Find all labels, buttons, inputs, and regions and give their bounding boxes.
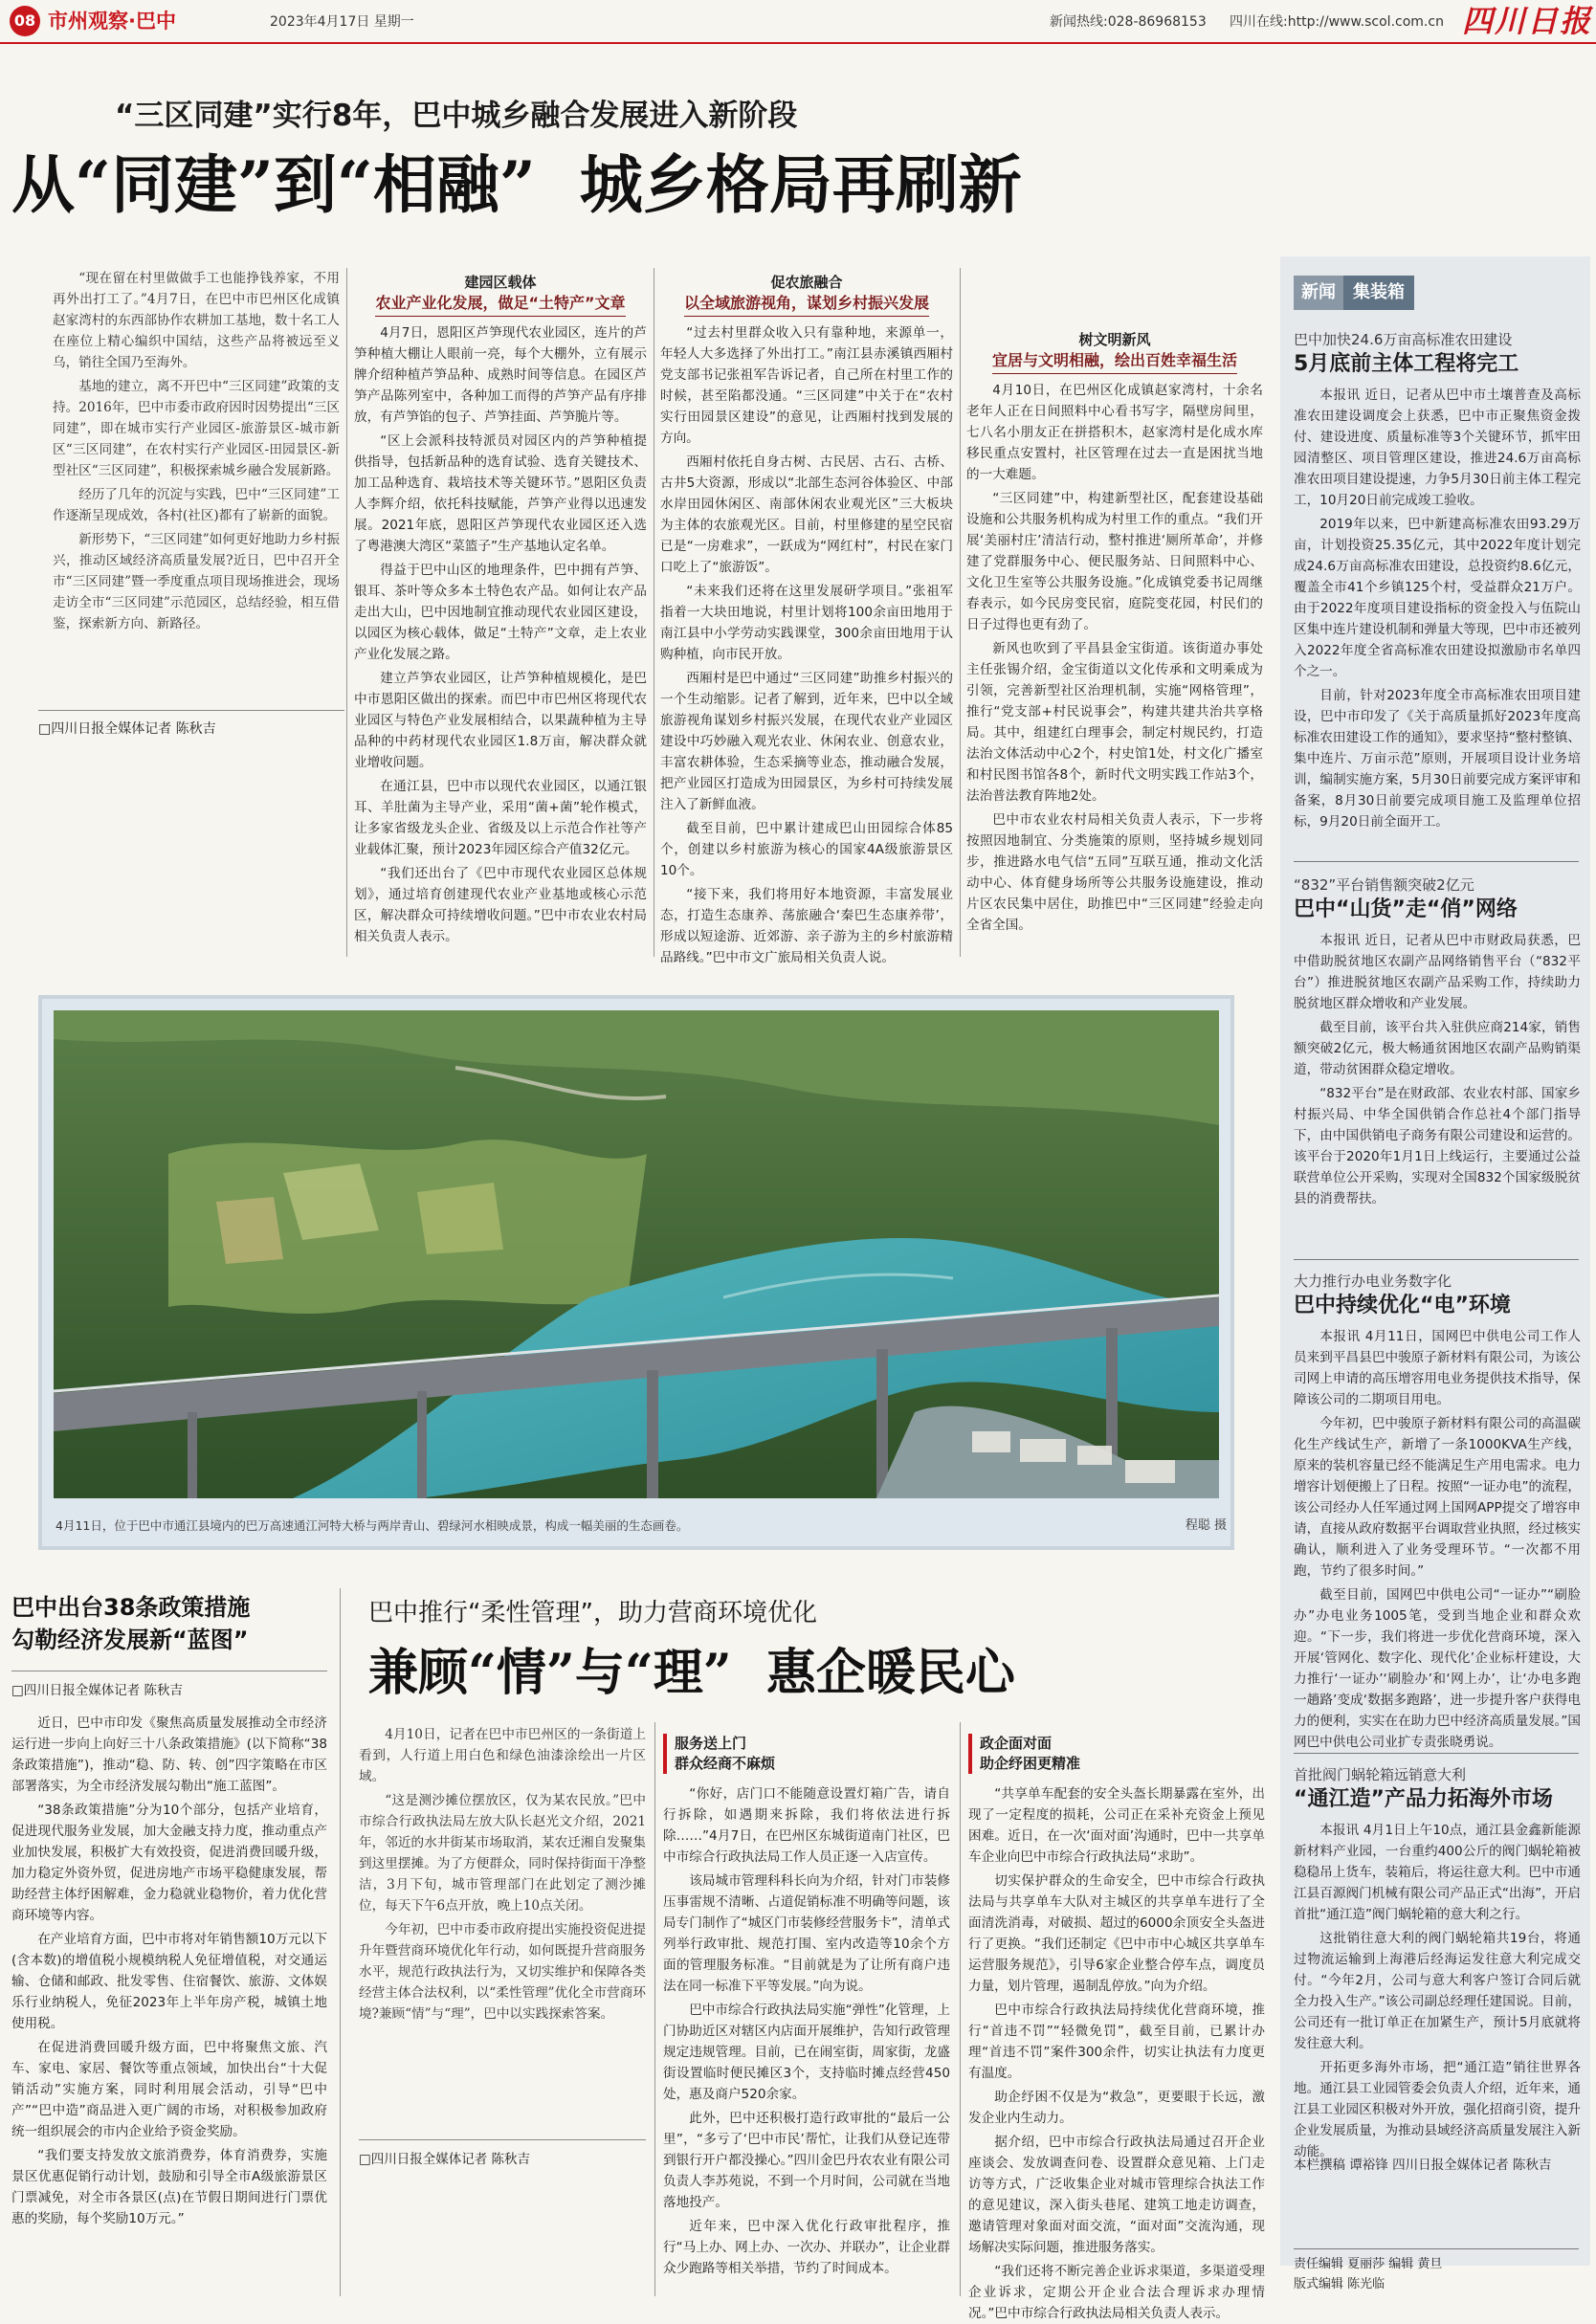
article-paragraph: “我们还将不断完善企业诉求渠道，多渠道受理企业诉求，定期公开企业合法合理诉求办理情况。”巴中市综合行政执法局相关负责人表示。 bbox=[968, 2264, 1265, 2321]
brief-kicker: 首批阀门蜗轮箱远销意大利 bbox=[1294, 1766, 1467, 1783]
badge-sub: 集装箱 bbox=[1343, 276, 1414, 310]
section-name: 市州观察·巴中 bbox=[48, 10, 176, 33]
article-paragraph: 截至目前，巴中累计建成巴山田园综合体85个，创建以乡村旅游为核心的国家4A级旅游景区10个。 bbox=[660, 821, 953, 878]
brief-title: 5月底前主体工程将完工 bbox=[1294, 352, 1519, 376]
column-divider bbox=[960, 1722, 961, 2296]
column-divider bbox=[346, 268, 347, 957]
brief-paragraph: 这批销往意大利的阀门蜗轮箱共19台，将通过物流运输到上海港后经海运发往意大利完成交付。“今年2月，公司与意大利客户签订合同后就全力投入生产。”该公司副总经理任建国说。目前，公司还有一批订单正在加紧生产，预计5月底就将发往意大利。 bbox=[1294, 1931, 1581, 2051]
section-kicker: 建园区载体 bbox=[464, 274, 537, 291]
article-paragraph: 得益于巴中山区的地理条件，巴中拥有芦笋、银耳、茶叶等众多本土特色农产品。如何让农产品走出大山，巴中因地制宜推动现代农业园区建设，以园区为核心载体，做足“土特产”文章，走上农业产业化发展之路。 bbox=[354, 563, 647, 662]
section-kicker: 服务送上门 bbox=[675, 1735, 747, 1752]
article-paragraph: 在促进消费回暖升级方面，巴中将聚焦文旅、汽车、家电、家居、餐饮等重点领域，加快出台“十大促销活动”实施方案，同时利用展会活动，引导“巴中产”“巴中造”商品进入更广阔的市场，对积极参加政府统一组织展会的市内企业给予资金奖励。 bbox=[11, 2040, 327, 2139]
article-paragraph: 西厢村是巴中通过“三区同建”助推乡村振兴的一个生动缩影。记者了解到，近年来，巴中以全域旅游视角谋划乡村振兴发展，在现代农业产业园区建设中巧妙融入观光农业、休闲农业、创意农业，丰富农耕体验，生态采摘等业态，推动融合发展，把产业园区打造成为田园景区，为乡村可持续发展注入了新鲜血液。 bbox=[660, 671, 953, 812]
brief-paragraph: 本报讯 近日，记者从巴中市土壤普查及高标准农田建设调度会上获悉，巴中市正聚焦资金拨付、建设进度、质量标准等3个关键环节，抓牢田园清整区、项目管理区建设，推进24.6万亩高标准农田项目建设提速，力争5月30日前主体工程完工，10月20日前完成竣工验收。 bbox=[1294, 387, 1581, 508]
lead-headline: 从“同建”到“相融” 城乡格局再刷新 bbox=[11, 147, 1022, 222]
section-title: 宜居与文明相融，绘出百姓幸福生活 bbox=[992, 350, 1237, 374]
section-title: 以全域旅游视角，谋划乡村振兴发展 bbox=[684, 293, 929, 317]
article-paragraph: “三区同建”中，构建新型社区，配套建设基础设施和公共服务机构成为村里工作的重点。“我们开展‘美丽村庄’清洁行动，整村推进‘厕所革命’，并修建了党群服务中心、便民服务站、日间照料中心、文化卫生室等公共服务设施。”化成镇党委书记周继春表示，如今民房变民宿，庭院变花园，村民们的日子过得也更有劲了。 bbox=[966, 491, 1263, 632]
story3-headline: 兼顾“情”与“理” 惠企暖民心 bbox=[368, 1644, 1015, 1702]
photo-credit: 程聪 摄 bbox=[1185, 1518, 1227, 1533]
lead-kicker: “三区同建”实行8年，巴中城乡融合发展进入新阶段 bbox=[115, 99, 798, 133]
news-hotline: 新闻热线:028-86968153 bbox=[1050, 14, 1207, 30]
article-paragraph: “我们要支持发放文旅消费券，体育消费券，实施景区优惠促销行动计划，鼓励和引导全市A级旅游景区门票减免，对全市各景区(点)在节假日期间进行门票优惠的奖励，每个奖励10万元。” bbox=[11, 2148, 327, 2226]
sidebar-item bbox=[1294, 869, 1581, 1242]
website-link[interactable]: 四川在线:http://www.scol.com.cn bbox=[1230, 14, 1444, 30]
brief-kicker: 大力推行办电业务数字化 bbox=[1294, 1273, 1452, 1290]
lead-intro-paragraph: 新形势下，“三区同建”如何更好地助力乡村振兴，推动区域经济高质量发展?近日，巴中召开全市“三区同建”暨一季度重点项目现场推进会，现场走访全市“三区同建”示范园区，总结经验，相互借鉴，探索新方向、新路径。 bbox=[53, 532, 340, 631]
brief-title: 巴中持续优化“电”环境 bbox=[1294, 1294, 1511, 1317]
newspaper-logo: 四川日报 bbox=[1462, 3, 1593, 39]
lead-section-tourism bbox=[660, 268, 953, 965]
brief-paragraph: 开拓更多海外市场，把“通江造”销往世界各地。通江县工业园管委会负责人介绍，近年来，通江县工业园区积极对外开放，强化招商引资，提升企业发展质量，为推动县域经济高质量发展注入新动能。 bbox=[1294, 2060, 1581, 2159]
story2-kicker: 巴中出台38条政策措施 bbox=[11, 1594, 251, 1621]
article-paragraph: 该局城市管理科科长向为介绍，针对门市装修压事雷规不清晰、占道促销标准不明确等问题，该局专门制作了“城区门市装修经营服务卡”，清单式列举行政审批、规范打围、室内改造等10余个方面的管理服务标准。“目前就是为了让所有商户违法在同一标准下平等发展。”向为说。 bbox=[663, 1873, 950, 1994]
article-paragraph: 4月7日，恩阳区芦笋现代农业园区，连片的芦笋种植大棚让人眼前一亮，每个大棚外，立有展示牌介绍种植芦笋品种、成熟时间等信息。在园区芦笋产品陈列室中，各种加工而得的芦笋产品有序排放，有芦笋馅的包子、芦笋挂面、芦笋脆片等。 bbox=[354, 325, 647, 425]
story2-byline: □四川日报全媒体记者 陈秋吉 bbox=[11, 1671, 327, 1698]
issue-date: 2023年4月17日 星期一 bbox=[270, 14, 414, 30]
brief-title: 巴中“山货”走“俏”网络 bbox=[1294, 897, 1518, 921]
lead-intro-paragraph: 经历了几年的沉淀与实践，巴中“三区同建”工作逐渐呈现成效，各村(社区)都有了崭新的面貌。 bbox=[53, 487, 340, 523]
sidebar-divider bbox=[1294, 1259, 1579, 1260]
section-kicker: 树文明新风 bbox=[1078, 331, 1151, 348]
article-paragraph: “过去村里群众收入只有靠种地，来源单一，年轻人大多选择了外出打工。”南江县赤溪镇西厢村党支部书记张祖军告诉记者，自己所在村里工作的时候，甚至陷都没通。“三区同建”中关于在“农村实行田园景区建设”的意见，让西厢村找到发展的方向。 bbox=[660, 325, 953, 446]
brief-paragraph: 2019年以来，巴中新建高标准农田93.29万亩，计划投资25.35亿元，其中2022年度计划完成24.6万亩高标准农田建设，总投资约8.6亿元，覆盖全市41个乡镇125个村，受益群众21万户。由于2022年度项目建设指标的资金投入与伍院山区集中连片建设机制和弹量大等现，巴中市还被列入2022年度全省高标准农田建设拟激励市名单四个之一。 bbox=[1294, 517, 1581, 679]
sidebar-badge bbox=[1294, 276, 1437, 310]
sidebar-item bbox=[1294, 1759, 1581, 2159]
article-paragraph: 今年初，巴中市委市政府提出实施投资促进提升年暨营商环境优化年行动，如何既提升营商服务水平，规范行政执法行为，又切实维护和保障各类经营主体合法权利，以“柔性管理”优化全市营商环境?兼顾“情”与“理”，巴中以实践探索答案。 bbox=[359, 1922, 646, 2022]
article-paragraph: 建立芦笋农业园区，让芦笋种植规模化，是巴中市恩阳区做出的探索。而巴中市巴州区将现代农业园区与特色产业发展相结合，以果蔬种植为主导品种的中药材现代农业园区1.8万亩，解决群众就业增收问题。 bbox=[354, 671, 647, 770]
section-heading bbox=[354, 272, 647, 317]
column-divider bbox=[654, 1722, 655, 2296]
brief-paragraph: 本报讯 4月1日上午10点，通江县金鑫新能源新材料产业园，一台重约400公斤的阀门蜗轮箱被稳稳吊上货车，装箱后，将运往意大利。巴中市通江县百源阀门机械有限公司产品正式“出海”，开启首批“通江造”阀门蜗轮箱的意大利之行。 bbox=[1294, 1823, 1581, 1922]
lead-intro bbox=[53, 268, 340, 737]
story3-kicker: 巴中推行“柔性管理”，助力营商环境优化 bbox=[368, 1599, 817, 1627]
article-paragraph: “区上会派科技特派员对园区内的芦笋种植提供指导，包括新品种的选育试验、选育关键技术、加工品种选育、栽培技术等关键环节。”恩阳区负责人李辉介绍，依托科技赋能，芦笋产业得以迅速发展。2021年底，恩阳区芦笋现代农业园区还入选了粤港澳大湾区“菜篮子”生产基地认定名单。 bbox=[354, 433, 647, 554]
article-paragraph: “接下来，我们将用好本地资源，丰富发展业态，打造生态康养、荡旅融合‘秦巴生态康养带’，形成以短途游、近郊游、亲子游为主的乡村旅游精品路线。”巴中市文广旅局相关负责人说。 bbox=[660, 887, 953, 965]
column-divider bbox=[340, 1588, 341, 2296]
brief-paragraph: 今年初，巴中骏原子新材料有限公司的高温碳化生产线试生产，新增了一条1000KVA生产线，原来的装机容量已经不能满足生产用电需求。电力增容计划便搬上了日程。按照“一证办电”的流程，该公司经办人任军通过网上国网APP提交了增容申请，直接从政府数据平台调取营业执照，经过核实确认，顺利进入了业务受理环节。“一次都不用跑，节约了很多时间。” bbox=[1294, 1416, 1581, 1579]
article-paragraph: 巴中市综合行政执法局持续优化营商环境，推行“首违不罚”“轻微免罚”，截至目前，已累计办理“首违不罚”案件300余件，切实让执法有力度更有温度。 bbox=[968, 2003, 1265, 2081]
masthead-rule bbox=[0, 42, 1596, 44]
brief-paragraph: “832平台”是在财政部、农业农村部、国家乡村振兴局、中华全国供销合作总社4个部门指导下，由中国供销电子商务有限公司建设和运营的。该平台于2020年1月1日上线运行，主要通过公益联营单位公开采购，实现对全国832个国家级脱贫县的消费帮扶。 bbox=[1294, 1086, 1581, 1206]
article-paragraph: “我们还出台了《巴中市现代农业园区总体规划》，通过培育创建现代农业产业基地或核心示范区，解决群众可持续增收问题。”巴中市农业农村局相关负责人表示。 bbox=[354, 866, 647, 944]
article-paragraph: 此外，巴中还积极打造行政审批的“最后一公里”，“多亏了‘巴中市民’帮忙，让我们从登记连带到银行开户都没操心。”四川金巴丹农农业有限公司负责人李苏苑说，不到一个月时间，公司就在当地落地投产。 bbox=[663, 2111, 950, 2210]
editor-credit-line: 责任编辑 夏丽莎 编辑 黄旦 bbox=[1294, 2257, 1443, 2271]
sidebar-divider bbox=[1294, 2248, 1579, 2249]
story2-body bbox=[11, 1713, 327, 2296]
brief-paragraph: 截至目前，该平台共入驻供应商214家，销售额突破2亿元，极大畅通贫困地区农副产品购销渠道，带动贫困群众稳定增收。 bbox=[1294, 1020, 1581, 1077]
section-heading bbox=[660, 272, 953, 317]
article-paragraph: 在通江县，巴中市以现代农业园区，以通江银耳、羊肚菌为主导产业，采用“菌+菌”轮作模式，让多家省级龙头企业、省级及以上示范合作社等产业载体汇聚，预计2023年园区综合产值32亿元。 bbox=[354, 779, 647, 857]
section-title: 农业产业化发展，做足“土特产”文章 bbox=[375, 293, 625, 317]
brief-paragraph: 目前，针对2023年度全市高标准农田项目建设，巴中市印发了《关于高质量抓好2023年度高标准农田建设工作的通知》，要求坚持“整村整镇、集中连片、万亩示范”原则，开展项目设计业务培训，编制实施方案，5月30日前要完成方案评审和备案，8月30日前要完成项目施工及监理单位招标，9月20日前全面开工。 bbox=[1294, 688, 1581, 830]
brief-paragraph: 截至目前，国网巴中供电公司“一证办”“刷脸办”办电业务1005笔，受到当地企业和群众欢迎。“下一步，我们将进一步优化营商环境，深入开展‘管网化、数字化、现代化’企业标杆建设，大力推行‘一证办’‘刷脸办’和‘网上办’，让‘办电多跑一趟路’变成‘数据多跑路’，进一步提升客户获得电力的便利，实实在在助力巴中经济高质量发展。”国网巴中供电公司业扩专责张晓勇说。 bbox=[1294, 1587, 1581, 1750]
lead-intro-paragraph: 基地的建立，离不开巴中“三区同建”政策的支持。2016年，巴中市委市政府因时因势提出“三区同建”，即在城市实行产业园区-旅游景区-城市新区“三区同建”，在农村实行产业园区-田园景区-新型社区“三区同建”，积极探索城乡融合发展新路。 bbox=[53, 379, 340, 478]
article-paragraph: 4月10日，在巴州区化成镇赵家湾村，十余名老年人正在日间照料中心看书写字，隔壁房间里，七八名小朋友正在拼搭积木，赵家湾村是化成水库移民重点安置村，社区管理在过去一直是困扰当地的一大难题。 bbox=[966, 383, 1263, 482]
sidebar-item bbox=[1294, 1265, 1581, 1750]
article-paragraph: 切实保护群众的生命安全，巴中市综合行政执法局与共享单车大队对主城区的共享单车进行了全面清洗消毒，对破损、超过的6000余顶安全头盔进行了更换。“我们还制定《巴中市中心城区共享单车运营服务规范》，引导6家企业整合停车点，调度员力量，划片管理，遏制乱停放。”向为介绍。 bbox=[968, 1873, 1265, 1994]
page-number-badge: 08 bbox=[10, 6, 40, 36]
sidebar-divider bbox=[1294, 1753, 1579, 1754]
article-paragraph: 西厢村依托自身古树、古民居、古石、古桥、古井5大资源，形成以“北部生态河谷体验区、中部水岸田园休闲区、南部休闲农业观光区”三大板块为主体的农旅观光区。目前，村里修建的星空民宿已是“一房难求”，一跃成为“网红村”，村民在家门口吃上了“旅游饭”。 bbox=[660, 454, 953, 575]
lead-byline: □四川日报全媒体记者 陈秋吉 bbox=[38, 710, 344, 738]
section-title: 助企纾困更精准 bbox=[980, 1755, 1081, 1772]
section-kicker: 促农旅融合 bbox=[770, 274, 843, 291]
masthead bbox=[0, 0, 1596, 44]
story3-byline: □四川日报全媒体记者 陈秋吉 bbox=[359, 2139, 646, 2167]
article-paragraph: “这是测沙摊位摆放区，仅为某农民放。”巴中市综合行政执法局左放大队长赵光文介绍，2021年，邻近的水井街某市场取消，某农迁湘自发聚集到这里摆摊。为了方便群众，同时保持街面干净整洁，3月下旬，城市管理部门在此划定了测沙摊位，每天下午6点开放，晚上10点关闭。 bbox=[359, 1793, 646, 1914]
section-heading bbox=[966, 329, 1263, 374]
editor-credits bbox=[1294, 2254, 1581, 2294]
sidebar-item bbox=[1294, 323, 1581, 859]
article-paragraph: 巴中市农业农村局相关负责人表示，下一步将按照因地制宜、分类施策的原则，坚持城乡规划同步，推进路水电气信“五同”互联互通，推动文化活动中心、体育健身场所等公共服务设施建设，推动片区农民集中居住，助推巴中“三区同建”经验走向全省全国。 bbox=[966, 812, 1263, 933]
article-paragraph: 近年来，巴中深入优化行政审批程序，推行“马上办、网上办、一次办、并联办”，让企业群众少跑路等相关举措，节约了时间成本。 bbox=[663, 2219, 950, 2276]
section-title: 群众经商不麻烦 bbox=[675, 1755, 776, 1772]
section-kicker: 政企面对面 bbox=[980, 1735, 1053, 1752]
article-paragraph: “38条政策措施”分为10个部分，包括产业培育，促进现代服务业发展，加大金融支持力度，推动重点产业加快发展，积极扩大有效投资，促进消费回暖升级，加力稳定外资外贸，促进房地产市场平稳健康发展，帮助经营主体纾困解难，金力稳就业稳物价，着力优化营商环境等内容。 bbox=[11, 1803, 327, 1923]
lead-section-civility bbox=[966, 325, 1263, 957]
article-paragraph: 在产业培育方面，巴中市将对年销售额10万元以下(含本数)的增值税小规模纳税人免征增值税，对交通运输、仓储和邮政、批发零售、住宿餐饮、旅游、文体娱乐行业纳税人，免征2023年上半年房产税，城镇土地使用税。 bbox=[11, 1932, 327, 2031]
article-paragraph: 4月10日，记者在巴中市巴州区的一条街道上看到，人行道上用白色和绿色油漆涂绘出一片区域。 bbox=[359, 1727, 646, 1784]
section-heading bbox=[663, 1734, 950, 1774]
brief-kicker: “832”平台销售额突破2亿元 bbox=[1294, 876, 1474, 894]
article-paragraph: 新风也吹到了平昌县金宝街道。该街道办事处主任张锡介绍，金宝街道以文化传承和文明乘成为引领，完善新型社区治理机制，实施“网格管理”，推行“党支部+村民说事会”，构建共建共治共享格局。其中，组建红白理事会，制定村规民约，打造法治文体活动中心2个，村史馆1处，村文化广播室和村民图书馆各8个，新时代文明实践工作站3个，法治普法教育阵地2处。 bbox=[966, 641, 1263, 804]
article-paragraph: “你好，店门口不能随意设置灯箱广告，请自行拆除，如遇期来拆除，我们将依法进行拆除……”4月7日，在巴州区东城街道南门社区，巴中市综合行政执法局工作人员正逐一入店宣传。 bbox=[663, 1786, 950, 1865]
article-paragraph: 据介绍，巴中市综合行政执法局通过召开企业座谈会、发放调查问卷、设置群众意见箱、上门走访等方式，广泛收集企业对城市管理综合执法工作的意见建议，深入街头巷尾、建筑工地走访调查，邀请管理对象面对面交流，“面对面”交流沟通，现场解决实际问题，推进服务落实。 bbox=[968, 2135, 1265, 2255]
article-paragraph: “共享单车配套的安全头盔长期暴露在室外，出现了一定程度的损耗，公司正在采补充资金上预见困难。近日，在一次‘面对面’沟通时，巴中一共享单车企业向巴中市综合行政执法局“求助”。 bbox=[968, 1786, 1265, 1865]
article-paragraph: 近日，巴中市印发《聚焦高质量发展推动全市经济运行进一步向上向好三十八条政策措施》(以下简称“38条政策措施”)，推动“稳、防、转、创”四字策略在市区部署落实，为全市经济发展勾勒出“施工蓝图”。 bbox=[11, 1715, 327, 1794]
lead-intro-paragraph: “现在留在村里做做手工也能挣钱养家，不用再外出打工了。”4月7日，在巴中市巴州区化成镇赵家湾村的东西部协作农耕加工基地，数十名工人在座位上精心编织中国结，这些产品将被远至义乌，销往全国乃至海外。 bbox=[53, 271, 340, 370]
article-paragraph: 巴中市综合行政执法局实施“弹性”化管理，上门协助近区对辖区内店面开展维护，告知行政管理规定违规管理。目前，已在闹室街，周家街，龙盛街设置临时便民摊区3个，支持临时摊点经营450处，惠及商户520余家。 bbox=[663, 2003, 950, 2102]
brief-title: “通江造”产品力拓海外市场 bbox=[1294, 1787, 1553, 1811]
article-paragraph: “未来我们还将在这里发展研学项目。”张祖军指着一大块田地说，村里计划将100余亩田地用于南江县中小学劳动实践课堂，300余亩田地用于认购种植，向市民开放。 bbox=[660, 584, 953, 662]
story2-title: 勾勒经济发展新“蓝图” bbox=[11, 1627, 249, 1653]
photo-frame bbox=[38, 995, 1234, 1550]
story3-intro bbox=[359, 1724, 646, 2145]
lead-section-industry bbox=[354, 268, 647, 957]
brief-paragraph: 本报讯 近日，记者从巴中市财政局获悉，巴中借助脱贫地区农副产品网络销售平台（“832平台”）推进脱贫地区农副产品采购工作，持续助力脱贫地区群众增收和产业发展。 bbox=[1294, 933, 1581, 1011]
badge-main: 新闻 bbox=[1294, 276, 1343, 310]
sidebar-divider bbox=[1294, 861, 1579, 862]
photo-caption: 4月11日，位于巴中市通江县境内的巴万高速通江河特大桥与两岸青山、碧绿河水相映成景，构成一幅美丽的生态画卷。 bbox=[55, 1518, 689, 1533]
story3-section-service bbox=[663, 1728, 950, 2296]
column-divider bbox=[960, 268, 961, 957]
editor-credit-line: 版式编辑 陈光临 bbox=[1294, 2277, 1385, 2291]
article-paragraph: 助企纾困不仅是为“救急”，更要眼于长远，激发企业内生动力。 bbox=[968, 2090, 1265, 2126]
brief-kicker: 巴中加快24.6万亩高标准农田建设 bbox=[1294, 331, 1513, 348]
sidebar-byline: 本栏撰稿 谭裕锋 四川日报全媒体记者 陈秋吉 bbox=[1294, 2158, 1552, 2173]
bridge-river-photo bbox=[54, 1010, 1219, 1498]
story3-section-government bbox=[968, 1728, 1265, 2321]
brief-paragraph: 本报讯 4月11日，国网巴中供电公司工作人员来到平昌县巴中骏原子新材料有限公司，为该公司网上申请的高压增容用电业务提供技术指导，保障该公司的二期项目用电。 bbox=[1294, 1329, 1581, 1407]
section-heading bbox=[968, 1734, 1265, 1774]
